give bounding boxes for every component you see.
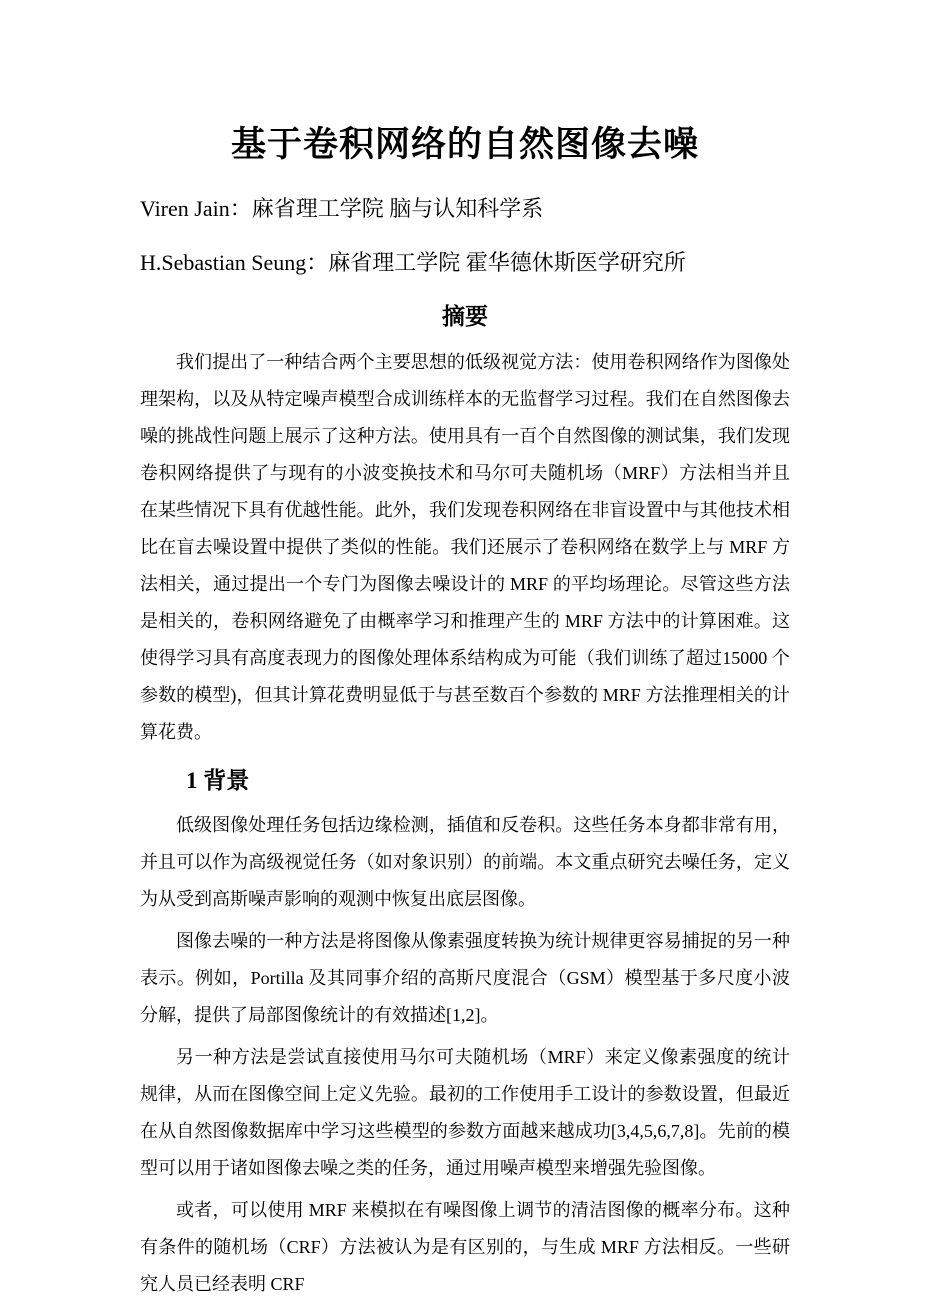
- section-1-paragraph-4: 或者，可以使用 MRF 来模拟在有噪图像上调节的清洁图像的概率分布。这种有条件的随机场（CRF）方法被认为是有区别的，与生成 MRF 方法相反。一些研究人员已经表明 CRF: [140, 1200, 790, 1294]
- document-title: 基于卷积网络的自然图像去噪: [230, 125, 699, 164]
- section-1-paragraph-1: 低级图像处理任务包括边缘检测，插值和反卷积。这些任务本身都非常有用，并且可以作为高级视觉任务（如对象识别）的前端。本文重点研究去噪任务，定义为从受到高斯噪声影响的观测中恢复出底层图像。: [140, 815, 790, 909]
- author-line-2: H.Sebastian Seung：麻省理工学院 霍华德休斯医学研究所: [140, 250, 686, 275]
- abstract-paragraph: 我们提出了一种结合两个主要思想的低级视觉方法：使用卷积网络作为图像处理架构，以及从特定噪声模型合成训练样本的无监督学习过程。我们在自然图像去噪的挑战性问题上展示了这种方法。使用具有一百个自然图像的测试集，我们发现卷积网络提供了与现有的小波变换技术和马尔可夫随机场（MRF）方法相当并且在某些情况下具有优越性能。此外，我们发现卷积网络在非盲设置中与其他技术相比在盲去噪设置中提供了类似的性能。我们还展示了卷积网络在数学上与 MRF 方法相关，通过提出一个专门为图像去噪设计的 MRF 的平均场理论。尽管这些方法是相关的，卷积网络避免了由概率学习和推理产生的 MRF 方法中的计算困难。这使得学习具有高度表现力的图像处理体系结构成为可能（我们训练了超过15000 个参数的模型)，但其计算花费明显低于与甚至数百个参数的 MRF 方法推理相关的计算花费。: [140, 352, 790, 742]
- section-1-heading: 1 背景: [186, 768, 250, 793]
- author-line-1: Viren Jain：麻省理工学院 脑与认知科学系: [140, 196, 544, 221]
- section-1-paragraph-3: 另一种方法是尝试直接使用马尔可夫随机场（MRF）来定义像素强度的统计规律，从而在图像空间上定义先验。最初的工作使用手工设计的参数设置，但最近在从自然图像数据库中学习这些模型的参数方面越来越成功[3,4,5,6,7,8]。先前的模型可以用于诸如图像去噪之类的任务，通过用噪声模型来增强先验图像。: [140, 1047, 790, 1178]
- section-1-paragraph-2: 图像去噪的一种方法是将图像从像素强度转换为统计规律更容易捕捉的另一种表示。例如，Portilla 及其同事介绍的高斯尺度混合（GSM）模型基于多尺度小波分解，提供了局部图像统计的有效描述[1,2]。: [140, 931, 790, 1025]
- abstract-heading: 摘要: [442, 304, 488, 329]
